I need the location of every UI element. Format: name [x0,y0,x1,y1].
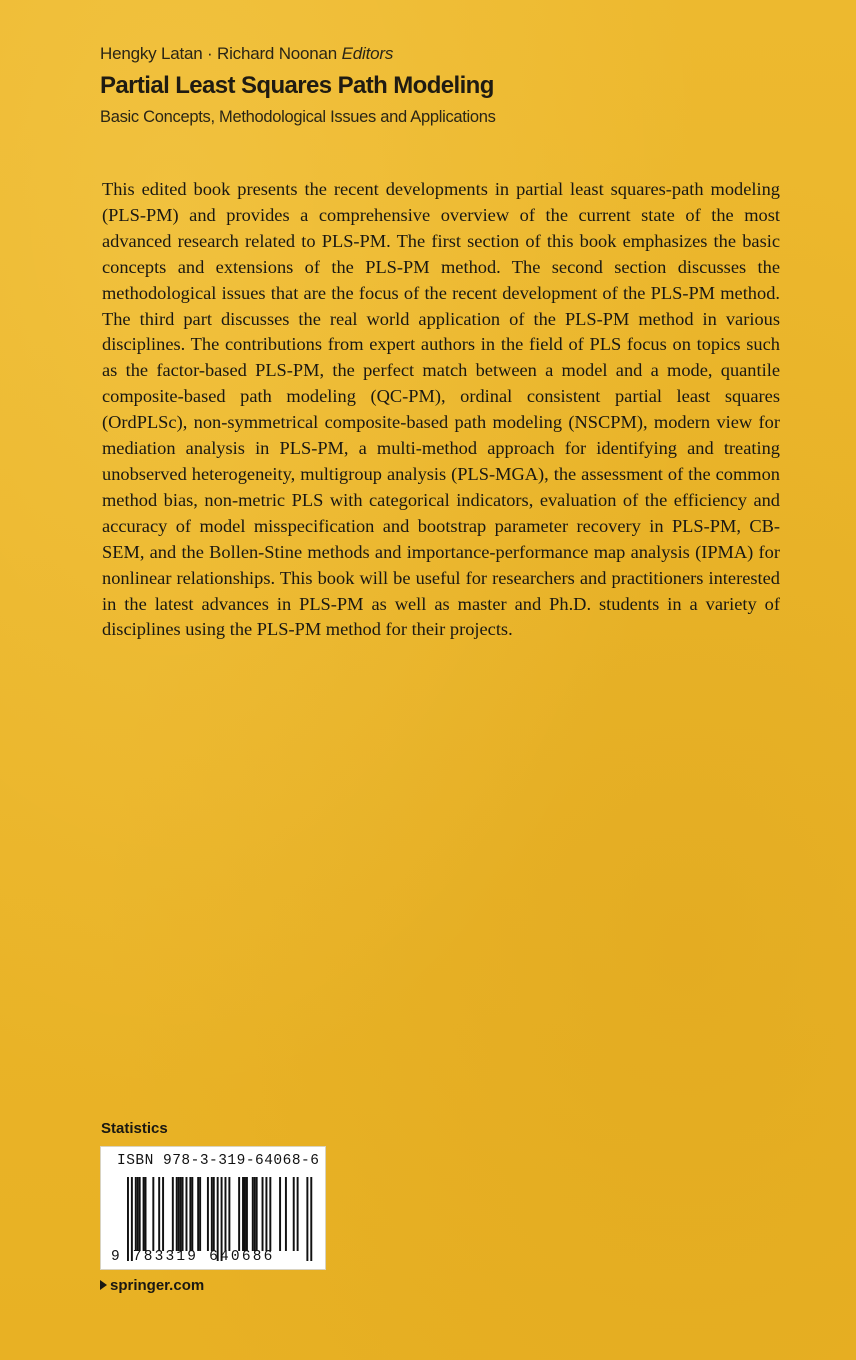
barcode-bar [178,1177,180,1251]
barcode-bar [279,1177,281,1251]
barcode-bar [180,1177,182,1251]
barcode-bar [145,1177,147,1251]
barcode-bar [293,1177,295,1251]
barcode-bar [199,1177,201,1251]
barcode-bar [191,1177,193,1251]
barcode-bar [158,1177,160,1251]
barcode-bar [137,1177,139,1251]
editors-names: Hengky Latan · Richard Noonan [100,44,338,63]
barcode-bar [242,1177,244,1251]
barcode-bar [228,1177,230,1251]
ean-digits: 9 783319 640686 [111,1249,275,1265]
barcode-bar [297,1177,299,1251]
barcode-bar [162,1177,164,1251]
barcode-bar [135,1177,137,1251]
barcode-bar [256,1177,258,1251]
isbn-barcode-box [100,1146,326,1270]
publisher-url: springer.com [110,1277,205,1294]
book-title: Partial Least Squares Path Modeling [100,72,494,99]
book-subtitle: Basic Concepts, Methodological Issues and Applications [100,108,496,126]
barcode-bar [213,1177,215,1251]
barcode-bar [265,1177,267,1251]
subject-category: Statistics [101,1120,168,1137]
barcode-bar [186,1177,188,1251]
barcode-bar [197,1177,199,1251]
barcode-bar [143,1177,145,1251]
publisher-link[interactable] [100,1277,204,1294]
book-description: This edited book presents the recent developments in partial least squares-path modeling (PLS-PM) and provides a comprehensive overview of the current state of the most advanced research related to PLS-PM. The first section of this book emphasizes the basic concepts and extensions of the PLS-PM method. The second section discusses the methodological issues that are the focus of the recent development of the PLS-PM method. The third part discusses the real world application of the PLS-PM method in various disciplines. The contributions from expert authors in the field of PLS focus on topics such as the factor-based PLS-PM, the perfect match between a model and a mode, quantile composite-based path modeling (QC-PM), ordinal consistent partial least squares (OrdPLSc), non-symmetrical composite-based path modeling (NSCPM), modern view for mediation analysis in PLS-PM, a multi-method approach for identifying and treating unobserved heterogeneity, multigroup analysis (PLS-MGA), the assessment of the common method bias, non-metric PLS with categorical indicators, evaluation of the efficiency and accuracy of model misspecification and bootstrap parameter recovery in PLS-PM, CB-SEM, and the Bollen-Stine methods and importance-performance map analysis (IPMA) for nonlinear relationships. This book will be useful for researchers and practitioners interested in the latest advances in PLS-PM as well as master and Ph.D. students in a variety of disciplines using the PLS-PM method for their projects. [102,179,780,640]
barcode-bar [225,1177,227,1251]
barcode-bar [310,1177,312,1261]
barcode-bar [189,1177,191,1251]
barcode-bar [139,1177,141,1251]
barcode-bar [207,1177,209,1251]
barcode-bar [152,1177,154,1251]
barcode-bar [238,1177,240,1251]
barcode-bar [252,1177,254,1251]
barcode-bar [262,1177,264,1251]
isbn-label: ISBN 978-3-319-64068-6 [117,1153,320,1169]
barcode-bar [176,1177,178,1251]
barcode-bar [246,1177,248,1251]
arrow-right-icon [100,1280,107,1290]
barcode-bar [172,1177,174,1251]
barcode-bar [254,1177,256,1251]
barcode-bar [211,1177,213,1251]
barcode-bar [182,1177,184,1251]
editors-role: Editors [341,44,394,63]
barcode-bar [244,1177,246,1251]
barcode-bar [285,1177,287,1251]
editors-line [100,44,393,64]
barcode-bar [269,1177,271,1251]
barcode-bar [306,1177,308,1261]
